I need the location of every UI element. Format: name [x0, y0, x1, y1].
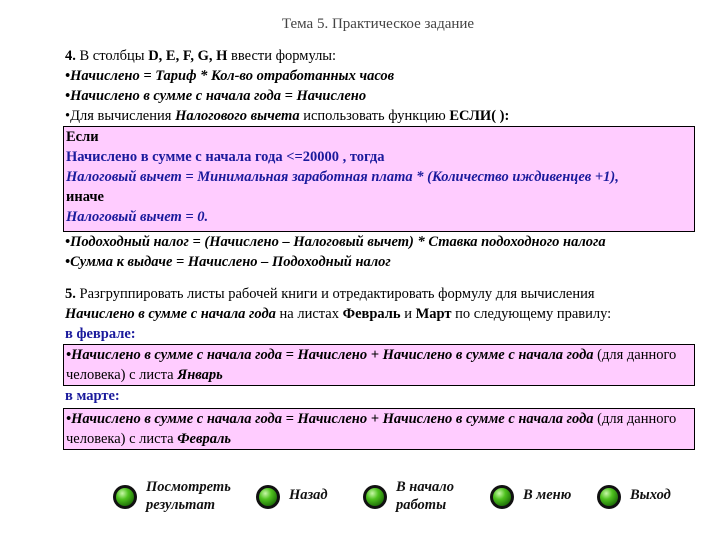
else-keyword: иначе: [66, 189, 104, 205]
sheet-february: Февраль: [342, 306, 401, 322]
menu-label: В меню: [523, 487, 572, 503]
march-source-sheet: Февраль: [177, 431, 232, 447]
february-formula: •Начислено в сумме с начала года = Начислено + Начислено в сумме с начала года: [66, 347, 594, 363]
formula-income-tax: •Подоходный налог = (Начислено – Налоговый вычет) * Ставка подоходного налога: [65, 234, 606, 250]
content-area: [65, 46, 695, 450]
task4-text-b: ввести формулы:: [227, 48, 337, 64]
february-text: (для данного человека) с листа: [66, 347, 677, 383]
march-text: (для данного человека) с листа: [66, 411, 677, 447]
else-formula: Налоговый вычет = 0.: [66, 209, 209, 225]
february-box: [63, 344, 695, 386]
task4-columns: D, E, F, G, H: [148, 48, 228, 64]
green-bullet-icon: [259, 488, 277, 506]
march-heading: в марте:: [65, 388, 120, 404]
task4-text-a: В столбцы: [75, 48, 149, 64]
green-bullet-icon: [116, 488, 134, 506]
march-formula: •Начислено в сумме с начала года = Начислено + Начислено в сумме с начала года: [66, 411, 594, 427]
formula-deduction-intro: [65, 106, 695, 126]
if-keyword: Если: [66, 129, 99, 145]
slide-title: Тема 5. Практическое задание: [281, 16, 475, 32]
task5-rule: [65, 304, 695, 324]
deduction-text-a: •Для вычисления: [65, 108, 176, 124]
task4-heading: [65, 46, 695, 66]
start-label: В начало работы: [396, 479, 454, 513]
view-result-label: Посмотреть результат: [146, 479, 231, 513]
formula-nachisleno: •Начислено = Тариф * Кол-во отработанных часов: [65, 68, 395, 84]
task5-text-b: на листах: [275, 306, 343, 322]
task5-text: Разгруппировать листы рабочей книги и отредактировать формулу для вычисления: [75, 286, 595, 302]
deduction-term: Налогового вычета: [175, 108, 300, 124]
deduction-text-c: использовать функцию: [299, 108, 450, 124]
exit-button[interactable]: [600, 486, 671, 506]
february-heading: в феврале:: [65, 326, 136, 342]
green-bullet-icon: [600, 488, 618, 506]
formula-payout: •Сумма к выдаче = Начислено – Подоходный налог: [65, 254, 391, 270]
sheet-march: Март: [415, 306, 452, 322]
if-then-formula: Налоговый вычет = Минимальная заработная плата * (Количество иждивенцев +1),: [66, 169, 619, 185]
march-box: [63, 408, 695, 450]
task4-number: 4.: [65, 48, 76, 64]
task5-term: Начислено в сумме с начала года: [65, 306, 276, 322]
green-bullet-icon: [366, 488, 384, 506]
february-source-sheet: Январь: [177, 367, 223, 383]
back-label: Назад: [289, 487, 328, 503]
task5-number: 5.: [65, 286, 76, 302]
if-condition-box: [63, 126, 695, 232]
navigation-bar: [0, 478, 720, 528]
task5-text-d: и: [400, 306, 416, 322]
if-function: ЕСЛИ( ):: [449, 108, 510, 124]
start-button[interactable]: [366, 478, 466, 514]
exit-label: Выход: [630, 487, 671, 503]
view-result-button[interactable]: [116, 478, 246, 514]
if-condition: Начислено в сумме с начала года <=20000 , тогда: [66, 149, 385, 165]
task5-heading: [65, 284, 695, 304]
task5-text-f: по следующему правилу:: [451, 306, 612, 322]
menu-button[interactable]: [493, 486, 571, 506]
formula-ytd: •Начислено в сумме с начала года = Начислено: [65, 88, 367, 104]
green-bullet-icon: [493, 488, 511, 506]
back-button[interactable]: [259, 486, 328, 506]
